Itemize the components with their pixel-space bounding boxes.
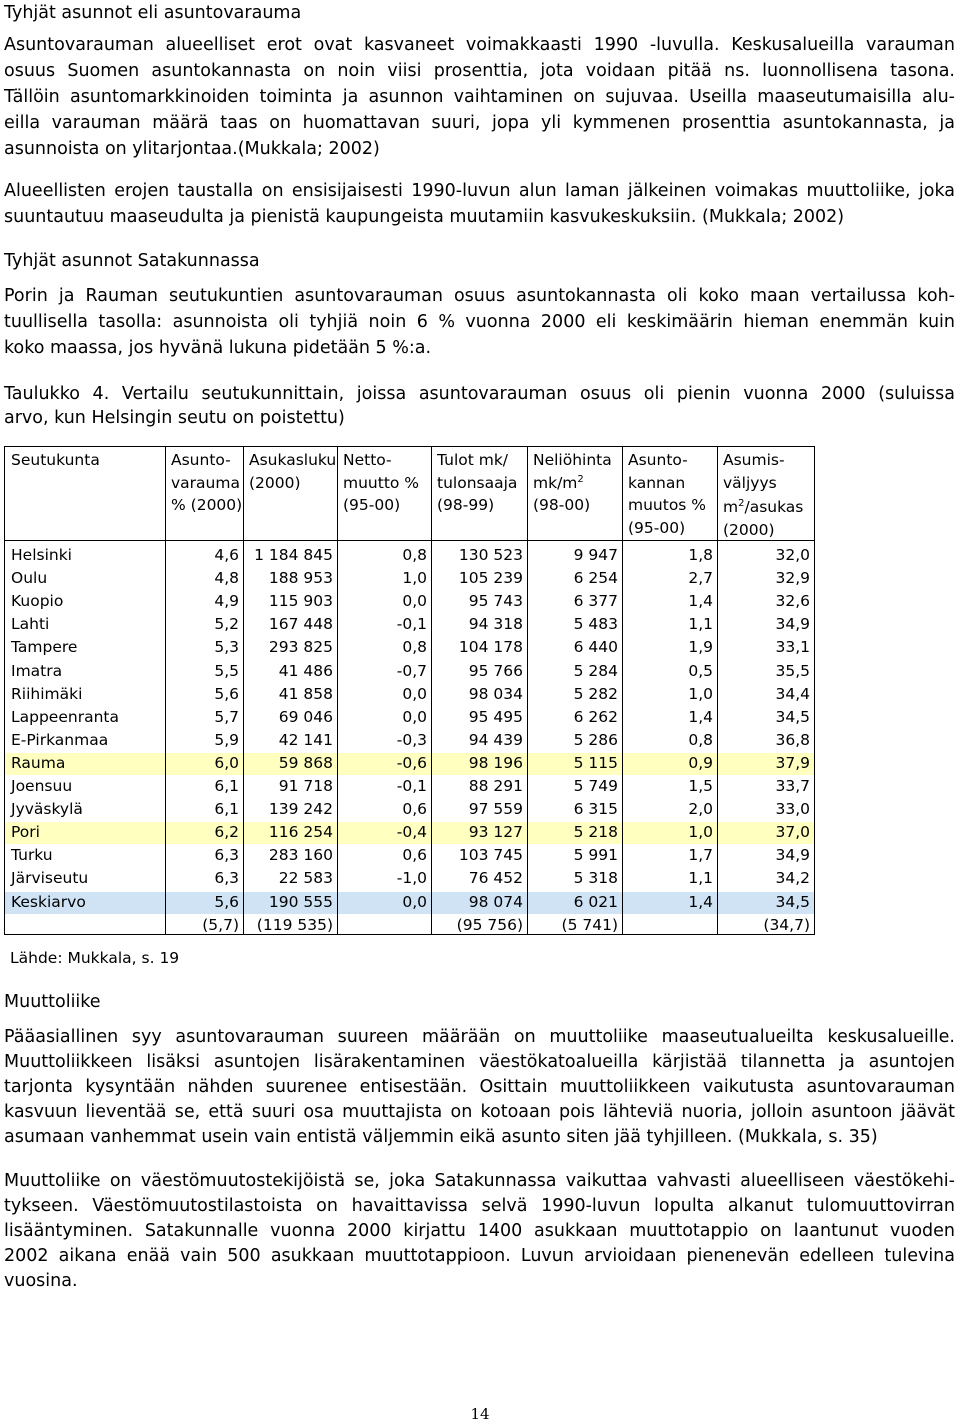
table-cell-value: -0,3 bbox=[396, 730, 427, 749]
paragraph-line: kasvuun lieventää se, että suuri osa muuttajista on kotoaan pois lähteviä nuoria, jolloin asuntoon jäävät bbox=[4, 1102, 955, 1122]
paragraph-line: eilla varauman määrä taas on huomattavan suuri, jopa yli kymmenen prosenttia asuntokannasta, ja bbox=[4, 113, 955, 133]
header-line: (2000) bbox=[723, 520, 775, 539]
table-cell-value: 6 315 bbox=[573, 800, 618, 819]
header-line: Tulot mk/ bbox=[437, 451, 509, 469]
table-cell-seutukunta: Järviseutu bbox=[11, 869, 89, 888]
table-cell-value: 0,8 bbox=[402, 546, 427, 564]
paragraph-line: asunnoista on ylitarjontaa.(Mukkala; 2002) bbox=[4, 139, 380, 159]
table-cell-value: 41 486 bbox=[278, 661, 333, 680]
header-line: Neliöhinta bbox=[533, 451, 612, 469]
section-heading-satakunta: Tyhjät asunnot Satakunnassa bbox=[4, 251, 260, 271]
table-cell-value: 37,0 bbox=[775, 823, 810, 842]
table-cell-value: 33,1 bbox=[775, 638, 810, 657]
table-cell-seutukunta: Kuopio bbox=[11, 592, 64, 611]
table-cell-value: 88 291 bbox=[468, 777, 523, 795]
table-cell-value: 94 318 bbox=[468, 615, 523, 634]
table-cell-value: 1,4 bbox=[688, 707, 713, 726]
table-cell-value: 6 021 bbox=[573, 892, 618, 911]
table-cell-value: 0,5 bbox=[688, 661, 713, 680]
superscript: 2 bbox=[738, 498, 745, 509]
table-cell-value: 116 254 bbox=[268, 823, 333, 842]
table-header-cell bbox=[343, 449, 419, 517]
header-line: % (2000) bbox=[171, 496, 243, 514]
table-cell-value: 1,7 bbox=[688, 846, 713, 865]
table-cell-value: 2,7 bbox=[688, 569, 713, 588]
table-cell-value: 1,5 bbox=[688, 777, 713, 795]
table-cell-value: 5 483 bbox=[573, 615, 618, 634]
header-line: Asumis- bbox=[723, 451, 785, 469]
table-cell-value: -0,1 bbox=[396, 777, 427, 795]
table-header-cell bbox=[437, 449, 517, 517]
comparison-table bbox=[4, 446, 815, 935]
table-cell-value: 34,2 bbox=[775, 869, 810, 888]
table-source: Lähde: Mukkala, s. 19 bbox=[10, 949, 180, 967]
table-cell-value: 91 718 bbox=[278, 777, 333, 795]
header-line: (98-00) bbox=[533, 496, 591, 514]
table-cell-value: 0,0 bbox=[402, 592, 427, 611]
header-line: Asunto- bbox=[628, 451, 688, 469]
table-cell-value: 69 046 bbox=[278, 707, 333, 726]
paragraph-line: Muuttoliikkeen lisäksi asuntojen lisärakentaminen väestökatoalueilla kärjistää tilannetta ja asuntojen bbox=[4, 1052, 955, 1072]
table-cell-value: 6 377 bbox=[573, 592, 618, 611]
table-cell-value: 9 947 bbox=[573, 546, 618, 564]
header-line: muutto % bbox=[343, 473, 420, 492]
header-line: (2000) bbox=[249, 473, 301, 492]
table-cell-seutukunta: Turku bbox=[11, 846, 53, 865]
table-cell-value: 98 034 bbox=[468, 684, 523, 703]
table-cell-value: 0,6 bbox=[402, 846, 427, 865]
table-cell-value: 1,9 bbox=[688, 638, 713, 657]
caption-line: arvo, kun Helsingin seutu on poistettu) bbox=[4, 408, 345, 428]
table-cell-value: (95 756) bbox=[456, 915, 523, 934]
table-cell-seutukunta: Helsinki bbox=[11, 546, 72, 564]
paragraph-line: suuntautuu maaseudulta ja pienistä kaupungeista muutamiin kasvukeskuksiin. (Mukkala; 2002) bbox=[4, 207, 845, 227]
table-header-cell bbox=[723, 449, 803, 541]
table-cell-value: 293 825 bbox=[268, 638, 333, 657]
table-cell-seutukunta: Lahti bbox=[11, 615, 50, 634]
table-cell-value: 5,6 bbox=[214, 684, 239, 703]
table-cell-value: -0,4 bbox=[396, 823, 427, 842]
table-cell-seutukunta: Rauma bbox=[11, 753, 66, 772]
table-cell-value: 190 555 bbox=[268, 892, 333, 911]
table-cell-value: 95 495 bbox=[468, 707, 523, 726]
table-cell-value: 0,0 bbox=[402, 892, 427, 911]
table-cell-seutukunta: Imatra bbox=[11, 661, 63, 680]
section-heading-muuttoliike: Muuttoliike bbox=[4, 992, 101, 1012]
table-cell-value: 5 991 bbox=[573, 846, 618, 865]
table-cell-value: (34,7) bbox=[763, 915, 810, 934]
table-cell-value: 6,1 bbox=[214, 777, 239, 795]
table-cell-value: 5 286 bbox=[573, 730, 618, 749]
header-line: Asunto- bbox=[171, 451, 231, 469]
table-cell-value: (119 535) bbox=[256, 915, 333, 934]
table-cell-value: 5 115 bbox=[573, 753, 618, 772]
table-cell-value: 36,8 bbox=[775, 730, 810, 749]
paragraph-line: tuullisella tasolla: asunnoista oli tyhjiä noin 6 % vuonna 2000 eli keskimäärin hieman enemmän kuin bbox=[4, 312, 955, 332]
table-cell-value: 283 160 bbox=[268, 846, 333, 865]
table-cell-value: 42 141 bbox=[278, 730, 333, 749]
table-cell-value: 6,2 bbox=[214, 823, 239, 842]
table-cell-value: 32,9 bbox=[775, 569, 810, 588]
header-line: Asukasluku bbox=[249, 451, 337, 469]
table-cell-value: 167 448 bbox=[268, 615, 333, 634]
table-cell-value: 98 074 bbox=[468, 892, 523, 911]
paragraph-line: tykseen. Väestömuutostilastoista on havaittavissa selvä 1990-luvun lopulta alkanut tulomuuttovirran bbox=[4, 1196, 955, 1216]
paragraph-line: tarjonta kysyntään nähden suurenee entisestään. Osittain muuttoliikkeen vaikutusta asuntovarauman bbox=[4, 1077, 955, 1097]
table-cell-value: 32,0 bbox=[775, 546, 810, 564]
table-cell-value: 95 766 bbox=[468, 661, 523, 680]
table-cell-value: -1,0 bbox=[396, 869, 427, 888]
table-cell-value: 34,9 bbox=[775, 615, 810, 634]
table-cell-seutukunta: Keskiarvo bbox=[11, 892, 86, 911]
table-cell-seutukunta: Oulu bbox=[11, 569, 48, 588]
table-cell-value: 5,5 bbox=[214, 661, 239, 680]
table-cell-value: 32,6 bbox=[775, 592, 810, 611]
table-cell-value: 6,1 bbox=[214, 800, 239, 819]
table-cell-value: 97 559 bbox=[468, 800, 523, 819]
section-heading-tyhjat-asunnot: Tyhjät asunnot eli asuntovarauma bbox=[4, 3, 302, 23]
table-cell-seutukunta: Jyväskylä bbox=[11, 800, 83, 819]
table-cell-value: 1,1 bbox=[688, 615, 713, 634]
table-cell-value: 33,7 bbox=[775, 777, 810, 795]
table-cell-value: 1,4 bbox=[688, 592, 713, 611]
paragraph-line: Tällöin asuntomarkkinoiden toiminta ja asunnon vaihtaminen on sujuvaa. Useilla maaseutumaisilla alu- bbox=[4, 87, 955, 107]
table-cell-value: 6,3 bbox=[214, 869, 239, 888]
table-cell-value: 5 318 bbox=[573, 869, 618, 888]
paragraph-line: koko maassa, jos hyvänä lukuna pidetään 5 %:a. bbox=[4, 338, 432, 358]
table-cell-value: 105 239 bbox=[458, 569, 523, 588]
header-line: väljyys bbox=[723, 473, 777, 492]
table-cell-value: 115 903 bbox=[268, 592, 333, 611]
header-line-cont: /asukas bbox=[744, 498, 804, 516]
table-cell-seutukunta: Tampere bbox=[11, 638, 78, 657]
table-header-divider bbox=[5, 540, 814, 541]
table-cell-value: 5 218 bbox=[573, 823, 618, 842]
table-cell-value: 188 953 bbox=[268, 569, 333, 588]
table-cell-value: 5,9 bbox=[214, 730, 239, 749]
page-number: 14 bbox=[470, 1405, 490, 1423]
table-cell-value: 4,8 bbox=[214, 569, 239, 588]
table-cell-value: -0,1 bbox=[396, 615, 427, 634]
table-cell-value bbox=[622, 914, 713, 937]
table-cell-seutukunta: Pori bbox=[11, 823, 40, 842]
table-header-cell bbox=[171, 449, 242, 517]
table-cell-value: 5,3 bbox=[214, 638, 239, 657]
table-header-cell bbox=[11, 449, 100, 472]
table-cell-seutukunta: Riihimäki bbox=[11, 684, 83, 703]
paragraph-line: lisääntyminen. Satakunnalle vuonna 2000 kirjattu 1400 asukkaan muuttotappio on laantunut vuoden bbox=[4, 1221, 955, 1241]
table-cell-value: 6 262 bbox=[573, 707, 618, 726]
table-cell-value: 76 452 bbox=[468, 869, 523, 888]
table-cell-value: 0,6 bbox=[402, 800, 427, 819]
table-cell-value: 6 254 bbox=[573, 569, 618, 588]
table-cell-value: 0,0 bbox=[402, 707, 427, 726]
table-cell-seutukunta: E-Pirkanmaa bbox=[11, 730, 109, 749]
header-line: (95-00) bbox=[628, 518, 686, 537]
table-cell-value: 1,1 bbox=[688, 869, 713, 888]
table-cell-value: 1,8 bbox=[688, 546, 713, 564]
table-cell-value: 2,0 bbox=[688, 800, 713, 819]
header-line: Netto- bbox=[343, 451, 392, 469]
table-cell-value: 139 242 bbox=[268, 800, 333, 819]
header-line: (98-99) bbox=[437, 496, 495, 514]
header-line: Seutukunta bbox=[11, 451, 100, 469]
table-cell-value: 0,0 bbox=[402, 684, 427, 703]
table-cell-value: 34,5 bbox=[775, 892, 810, 911]
table-cell-value: 4,6 bbox=[214, 546, 239, 564]
header-line: varauma bbox=[171, 473, 240, 492]
paragraph-line: Asuntovarauman alueelliset erot ovat kasvaneet voimakkaasti 1990 -luvulla. Keskusalueilla varauman bbox=[4, 35, 955, 55]
table-cell-value: 5 284 bbox=[573, 661, 618, 680]
table-cell-value: 5 749 bbox=[573, 777, 618, 795]
table-cell-value: 5,6 bbox=[214, 892, 239, 911]
table-cell-value: 1,0 bbox=[688, 684, 713, 703]
table-cell-value bbox=[337, 914, 427, 937]
table-cell-value: 93 127 bbox=[468, 823, 523, 842]
header-line: (95-00) bbox=[343, 496, 401, 514]
header-line: muutos % bbox=[628, 496, 707, 514]
table-cell-value: 94 439 bbox=[468, 730, 523, 749]
table-cell-value: 6,3 bbox=[214, 846, 239, 865]
paragraph-line: vuosina. bbox=[4, 1271, 78, 1291]
superscript: 2 bbox=[577, 473, 584, 485]
table-cell-value: -0,7 bbox=[396, 661, 427, 680]
table-cell-value: 1,0 bbox=[688, 823, 713, 842]
table-cell-value: 41 858 bbox=[278, 684, 333, 703]
paragraph-line: osuus Suomen asuntokannasta on noin viisi prosenttia, jota voidaan pitää ns. luonnollisena tasona. bbox=[4, 61, 955, 81]
table-cell-value: 37,9 bbox=[775, 753, 810, 772]
table-cell-value: 5,7 bbox=[214, 707, 239, 726]
table-cell-value: 34,5 bbox=[775, 707, 810, 726]
table-cell-value: 4,9 bbox=[214, 592, 239, 611]
paragraph-line: Pääasiallinen syy asuntovarauman suureen määrään on muuttoliike maaseutualueilta keskusalueille. bbox=[4, 1027, 955, 1047]
header-line: kannan bbox=[628, 473, 686, 492]
table-cell-value: 103 745 bbox=[458, 846, 523, 865]
paragraph-line: asumaan vanhemmat usein vain entistä väljemmin eikä asunto siten jää tyhjilleen. (Mukkala, s. 35) bbox=[4, 1127, 878, 1147]
table-header-cell bbox=[533, 449, 612, 517]
table-cell-seutukunta: Lappeenranta bbox=[11, 707, 119, 726]
table-cell-value: 33,0 bbox=[775, 800, 810, 819]
table-cell-value: 98 196 bbox=[468, 753, 523, 772]
table-cell-value: 34,4 bbox=[775, 684, 810, 703]
table-cell-value: 1,4 bbox=[688, 892, 713, 911]
paragraph-line: Porin ja Rauman seutukuntien asuntovarauman osuus asuntokannasta oli koko maan vertailussa koh- bbox=[4, 286, 955, 306]
table-cell-seutukunta: Joensuu bbox=[11, 777, 73, 795]
header-line: $mk/m^2$ bbox=[533, 473, 584, 492]
table-cell-value: 6 440 bbox=[573, 638, 618, 657]
table-cell-value: 35,5 bbox=[775, 661, 810, 680]
table-cell-value: 5,2 bbox=[214, 615, 239, 634]
paragraph-line: Alueellisten erojen taustalla on ensisijaisesti 1990-luvun alun laman jälkeinen voimakas muuttoliike, joka bbox=[4, 181, 955, 201]
paragraph-line: Muuttoliike on väestömuutostekijöistä se, joka Satakunnassa vaikuttaa vahvasti alueelliseen väestökehi- bbox=[4, 1171, 955, 1191]
table-cell-value: 0,9 bbox=[688, 753, 713, 772]
table-cell-value: 130 523 bbox=[458, 546, 523, 564]
table-header-cell bbox=[249, 449, 336, 494]
table-cell-value: 5 282 bbox=[573, 684, 618, 703]
paragraph-line: 2002 aikana enää vain 500 asukkaan muuttotappioon. Luvun arvioidaan pienenevän edelleen tulevina bbox=[4, 1246, 955, 1266]
table-cell-value: 104 178 bbox=[458, 638, 523, 657]
table-cell-value: 59 868 bbox=[278, 753, 333, 772]
caption-line: Taulukko 4. Vertailu seutukunnittain, joissa asuntovarauman osuus oli pienin vuonna 2000 (suluissa bbox=[4, 384, 955, 404]
table-cell-value: 34,9 bbox=[775, 846, 810, 865]
header-line: $m^2$/asukas bbox=[723, 498, 804, 516]
table-cell-value: 1 184 845 bbox=[254, 546, 333, 564]
table-cell-value: 0,8 bbox=[402, 638, 427, 657]
table-cell-value: -0,6 bbox=[396, 753, 427, 772]
table-header-cell bbox=[628, 449, 706, 539]
table-cell-value: 1,0 bbox=[402, 569, 427, 588]
table-cell-value: 95 743 bbox=[468, 592, 523, 611]
header-line: tulonsaaja bbox=[437, 473, 518, 492]
table-cell-value: (5 741) bbox=[561, 915, 618, 934]
table-cell-value: (5,7) bbox=[202, 915, 239, 934]
table-cell-value: 0,8 bbox=[688, 730, 713, 749]
table-cell-value: 22 583 bbox=[278, 869, 333, 888]
table-cell-value: 6,0 bbox=[214, 753, 239, 772]
